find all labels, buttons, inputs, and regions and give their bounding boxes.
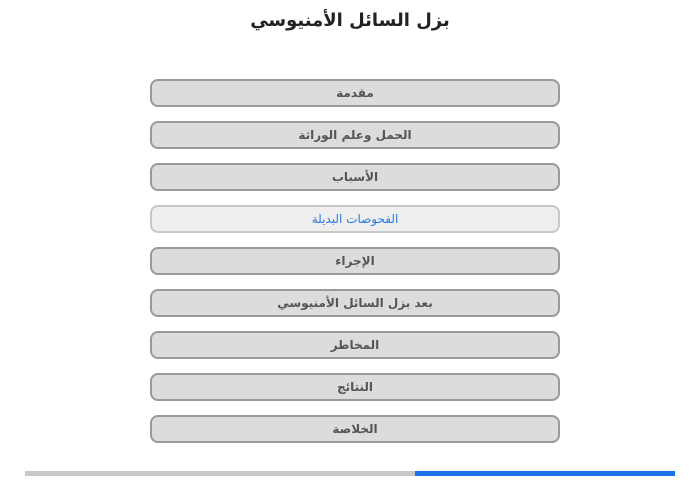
menu-item-summary[interactable]: الخلاصة [150, 415, 560, 443]
progress-bar [25, 471, 675, 476]
menu-item-pregnancy-genetics[interactable]: الحمل وعلم الوراثة [150, 121, 560, 149]
menu-item-procedure[interactable]: الإجراء [150, 247, 560, 275]
menu-item-after-amniocentesis[interactable]: بعد بزل السائل الأمنيوسي [150, 289, 560, 317]
menu-item-reasons[interactable]: الأسباب [150, 163, 560, 191]
menu-item-risks[interactable]: المخاطر [150, 331, 560, 359]
menu-item-introduction[interactable]: مقدمة [150, 79, 560, 107]
menu-item-results[interactable]: النتائج [150, 373, 560, 401]
menu-item-alternative-tests[interactable]: الفحوصات البديلة [150, 205, 560, 233]
page-title: بزل السائل الأمنيوسي [250, 10, 450, 31]
progress-bar-fill [415, 471, 675, 476]
topic-menu [150, 79, 560, 457]
